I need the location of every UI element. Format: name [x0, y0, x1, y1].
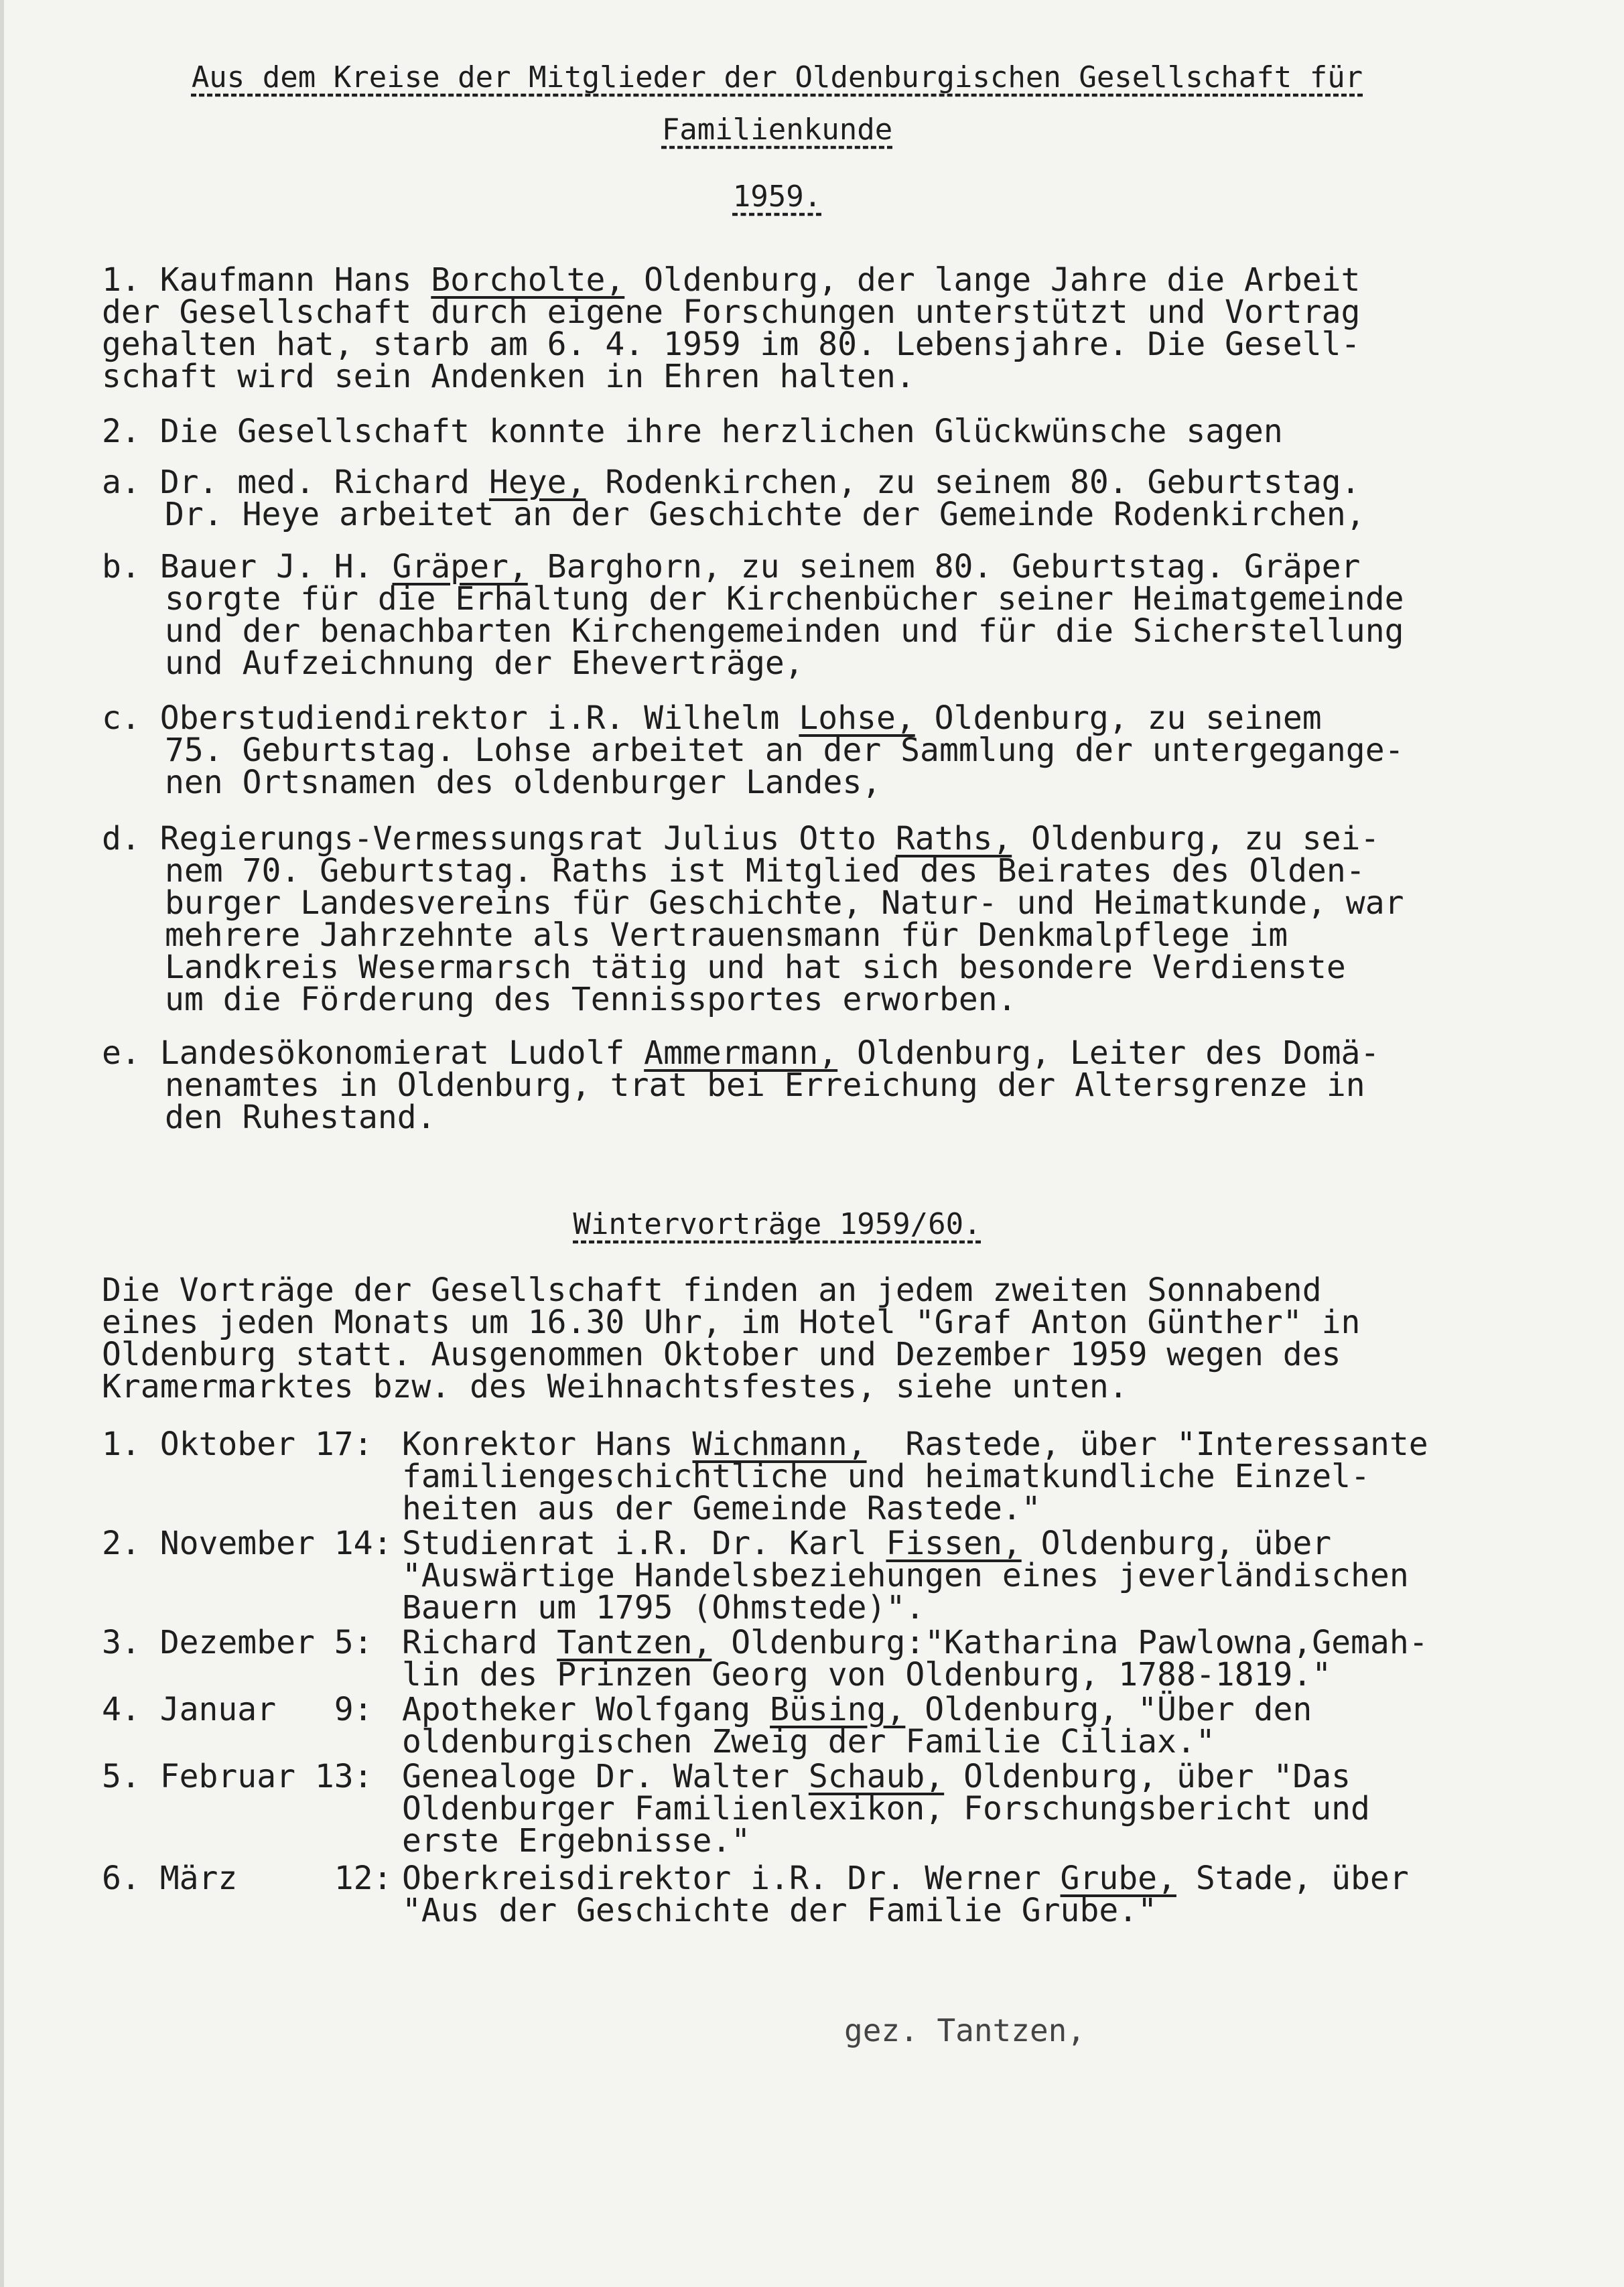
news-item-d-line: mehrere Jahrzehnte als Vertrauensmann für Denkmalpflege im: [165, 916, 1288, 954]
lectures-intro-line: Kramermarktes bzw. des Weihnachtsfestes, siehe unten.: [102, 1368, 1128, 1405]
lecture-1: Konrektor Hans Wichmann, Rastede, über "Interessante: [402, 1426, 1428, 1463]
news-item-1-line: schaft wird sein Andenken in Ehren halten.: [102, 358, 915, 395]
news-item-a: a. Dr. med. Richard Heye, Rodenkirchen, zu seinem 80. Geburtstag.: [102, 464, 1361, 501]
news-item-2: 2. Die Gesellschaft konnte ihre herzlichen Glückwünsche sagen: [102, 413, 1283, 450]
news-item-1: 1. Kaufmann Hans Borcholte, Oldenburg, der lange Jahre die Arbeit: [102, 261, 1361, 299]
lecture-2-line: "Auswärtige Handelsbeziehungen eines jeverländischen: [402, 1557, 1409, 1594]
news-item-d-line: um die Förderung des Tennissportes erworben.: [165, 981, 1017, 1018]
lectures-heading: Wintervorträge 1959/60.: [573, 1207, 982, 1241]
lecture-date-3: 3. Dezember 5:: [102, 1624, 373, 1661]
name-lohse: Lohse,: [799, 699, 915, 737]
lecture-6: Oberkreisdirektor i.R. Dr. Werner Grube, Stade, über: [402, 1860, 1409, 1897]
document-title: Aus dem Kreise der Mitglieder der Oldenburgischen Gesellschaft für: [191, 60, 1363, 94]
name-tantzen: Tantzen,: [557, 1624, 712, 1661]
lectures-intro-line: Die Vorträge der Gesellschaft finden an jedem zweiten Sonnabend: [102, 1271, 1322, 1309]
lecture-5-line: Oldenburger Familienlexikon, Forschungsbericht und: [402, 1790, 1370, 1827]
signature: gez. Tantzen,: [844, 2012, 1086, 2049]
name-buesing: Büsing,: [770, 1691, 906, 1728]
lecture-2-line: Bauern um 1795 (Ohmstede)".: [402, 1589, 925, 1626]
news-item-c: c. Oberstudiendirektor i.R. Wilhelm Lohse, Oldenburg, zu seinem: [102, 699, 1322, 737]
lecture-1-line: heiten aus der Gemeinde Rastede.": [402, 1490, 1041, 1527]
news-item-e: e. Landesökonomierat Ludolf Ammermann, Oldenburg, Leiter des Domä-: [102, 1034, 1380, 1072]
news-item-d-line: Landkreis Wesermarsch tätig und hat sich besondere Verdienste: [165, 949, 1346, 986]
news-item-e-line: den Ruhestand.: [165, 1099, 436, 1136]
lecture-5: Genealoge Dr. Walter Schaub, Oldenburg, über "Das: [402, 1758, 1351, 1795]
news-item-d-line: burger Landesvereins für Geschichte, Natur- und Heimatkunde, war: [165, 884, 1404, 922]
page-edge-shadow: [0, 0, 4, 2287]
lecture-5-line: erste Ergebnisse.": [402, 1822, 751, 1860]
name-borcholte: Borcholte,: [431, 261, 625, 299]
name-wichmann: Wichmann,: [692, 1426, 867, 1463]
lecture-3: Richard Tantzen, Oldenburg:"Katharina Pawlowna,Gemah-: [402, 1624, 1428, 1661]
name-schaub: Schaub,: [808, 1758, 945, 1795]
lecture-date-1: 1. Oktober 17:: [102, 1426, 373, 1463]
news-item-b-line: und der benachbarten Kirchengemeinden und für die Sicherstellung: [165, 612, 1404, 650]
lecture-6-line: "Aus der Geschichte der Familie Grube.": [402, 1892, 1158, 1929]
news-item-1-line: gehalten hat, starb am 6. 4. 1959 im 80. Lebensjahre. Die Gesell-: [102, 326, 1361, 363]
lecture-date-6: 6. März 12:: [102, 1860, 393, 1897]
lecture-4: Apotheker Wolfgang Büsing, Oldenburg, "Über den: [402, 1691, 1312, 1728]
news-item-e-line: nenamtes in Oldenburg, trat bei Erreichung der Altersgrenze in: [165, 1066, 1365, 1104]
document-year: 1959.: [732, 180, 822, 214]
news-item-c-line: nen Ortsnamen des oldenburger Landes,: [165, 764, 882, 801]
name-grube: Grube,: [1060, 1860, 1176, 1897]
news-item-b-line: sorgte für die Erhaltung der Kirchenbücher seiner Heimatgemeinde: [165, 580, 1404, 618]
name-ammermann: Ammermann,: [644, 1034, 838, 1072]
lectures-intro-line: Oldenburg statt. Ausgenommen Oktober und Dezember 1959 wegen des: [102, 1336, 1341, 1373]
name-fissen: Fissen,: [886, 1525, 1022, 1562]
lecture-4-line: oldenburgischen Zweig der Familie Ciliax.": [402, 1723, 1215, 1760]
lecture-2: Studienrat i.R. Dr. Karl Fissen, Oldenburg, über: [402, 1525, 1332, 1562]
name-heye: Heye,: [488, 464, 586, 501]
name-graeper: Gräper,: [392, 548, 528, 585]
document-title-line2: Familienkunde: [661, 113, 893, 147]
lecture-1-line: familiengeschichtliche und heimatkundliche Einzel-: [402, 1458, 1370, 1495]
news-item-d-line: nem 70. Geburtstag. Raths ist Mitglied des Beirates des Olden-: [165, 852, 1365, 890]
news-item-1-line: der Gesellschaft durch eigene Forschungen unterstützt und Vortrag: [102, 293, 1361, 331]
news-item-a-line: Dr. Heye arbeitet an der Geschichte der Gemeinde Rodenkirchen,: [165, 496, 1365, 533]
news-item-b-line: und Aufzeichnung der Eheverträge,: [165, 644, 804, 682]
news-item-d: d. Regierungs-Vermessungsrat Julius Otto Raths, Oldenburg, zu sei-: [102, 820, 1380, 857]
news-item-c-line: 75. Geburtstag. Lohse arbeitet an der Sammlung der untergegange-: [165, 732, 1404, 769]
lecture-date-5: 5. Februar 13:: [102, 1758, 373, 1795]
name-raths: Raths,: [895, 820, 1012, 857]
lecture-3-line: lin des Prinzen Georg von Oldenburg, 1788-1819.": [402, 1656, 1332, 1693]
news-item-b: b. Bauer J. H. Gräper, Barghorn, zu seinem 80. Geburtstag. Gräper: [102, 548, 1361, 585]
lecture-date-4: 4. Januar 9:: [102, 1691, 373, 1728]
lecture-date-2: 2. November 14:: [102, 1525, 393, 1562]
lectures-intro-line: eines jeden Monats um 16.30 Uhr, im Hotel "Graf Anton Günther" in: [102, 1304, 1361, 1341]
